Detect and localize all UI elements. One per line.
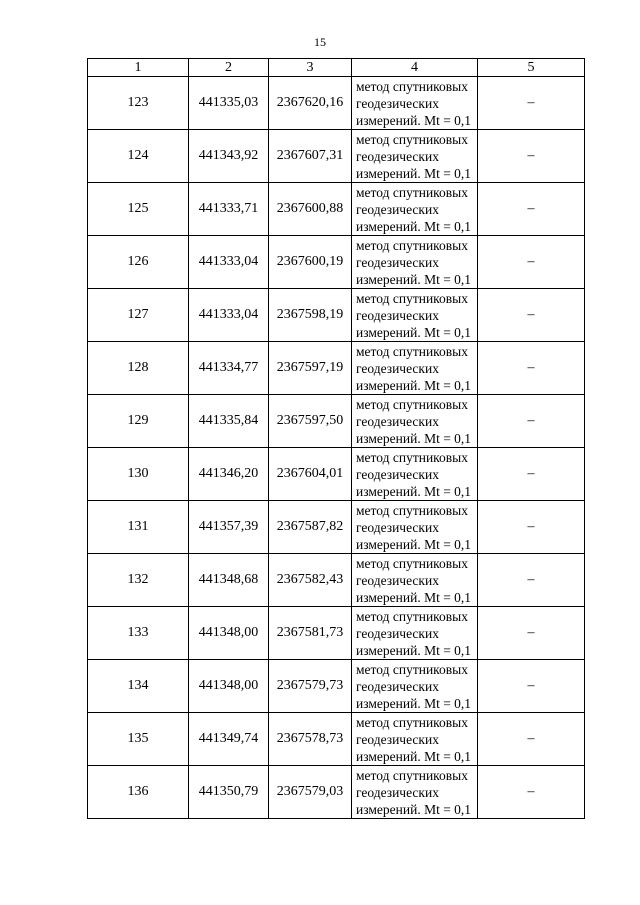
note-cell: –: [478, 183, 585, 236]
x-coordinate-cell: 441333,71: [189, 183, 269, 236]
table-row: [88, 395, 585, 448]
method-cell: [352, 130, 478, 183]
note-cell: –: [478, 130, 585, 183]
method-cell: [352, 766, 478, 819]
point-number-cell: 129: [88, 395, 189, 448]
point-number-cell: 136: [88, 766, 189, 819]
method-cell: [352, 289, 478, 342]
column-header: 3: [269, 59, 352, 77]
x-coordinate-cell: 441357,39: [189, 501, 269, 554]
table-row: [88, 554, 585, 607]
note-cell: –: [478, 448, 585, 501]
method-line: геодезических: [356, 731, 439, 747]
method-line: геодезических: [356, 466, 439, 482]
note-cell: –: [478, 395, 585, 448]
method-line: измерений. Mt = 0,1: [356, 695, 472, 711]
table-row: [88, 236, 585, 289]
point-number-cell: 130: [88, 448, 189, 501]
column-header: 5: [478, 59, 585, 77]
x-coordinate-cell: 441349,74: [189, 713, 269, 766]
point-number-cell: 135: [88, 713, 189, 766]
method-cell: [352, 395, 478, 448]
y-coordinate-cell: 2367604,01: [269, 448, 352, 501]
method-line: измерений. Mt = 0,1: [356, 165, 472, 181]
method-line: измерений. Mt = 0,1: [356, 642, 472, 658]
point-number-cell: 125: [88, 183, 189, 236]
method-line: измерений. Mt = 0,1: [356, 748, 472, 764]
method-line: метод спутниковых: [356, 290, 468, 306]
page-number: 15: [314, 35, 326, 49]
x-coordinate-cell: 441346,20: [189, 448, 269, 501]
method-line: геодезических: [356, 784, 439, 800]
y-coordinate-cell: 2367581,73: [269, 607, 352, 660]
x-coordinate-cell: 441333,04: [189, 289, 269, 342]
x-coordinate-cell: 441348,68: [189, 554, 269, 607]
x-coordinate-cell: 441333,04: [189, 236, 269, 289]
method-cell: [352, 554, 478, 607]
point-number-cell: 123: [88, 77, 189, 130]
column-header: 4: [352, 59, 478, 77]
method-line: метод спутниковых: [356, 396, 468, 412]
method-line: геодезических: [356, 572, 439, 588]
method-line: метод спутниковых: [356, 502, 468, 518]
method-line: геодезических: [356, 360, 439, 376]
table-row: [88, 713, 585, 766]
y-coordinate-cell: 2367597,19: [269, 342, 352, 395]
y-coordinate-cell: 2367582,43: [269, 554, 352, 607]
method-line: измерений. Mt = 0,1: [356, 324, 472, 340]
note-cell: –: [478, 342, 585, 395]
method-line: геодезических: [356, 95, 439, 111]
method-line: метод спутниковых: [356, 714, 468, 730]
method-line: метод спутниковых: [356, 767, 468, 783]
y-coordinate-cell: 2367578,73: [269, 713, 352, 766]
method-line: геодезических: [356, 625, 439, 641]
table-row: [88, 130, 585, 183]
point-number-cell: 126: [88, 236, 189, 289]
method-line: измерений. Mt = 0,1: [356, 536, 472, 552]
method-cell: [352, 342, 478, 395]
method-cell: [352, 77, 478, 130]
method-line: метод спутниковых: [356, 555, 468, 571]
note-cell: –: [478, 77, 585, 130]
method-line: геодезических: [356, 201, 439, 217]
x-coordinate-cell: 441334,77: [189, 342, 269, 395]
y-coordinate-cell: 2367587,82: [269, 501, 352, 554]
column-header: 2: [189, 59, 269, 77]
method-line: измерений. Mt = 0,1: [356, 218, 472, 234]
method-line: геодезических: [356, 307, 439, 323]
note-cell: –: [478, 501, 585, 554]
note-cell: –: [478, 554, 585, 607]
method-line: метод спутниковых: [356, 343, 468, 359]
x-coordinate-cell: 441335,84: [189, 395, 269, 448]
y-coordinate-cell: 2367579,03: [269, 766, 352, 819]
method-line: метод спутниковых: [356, 78, 468, 94]
method-line: измерений. Mt = 0,1: [356, 483, 472, 499]
method-cell: [352, 660, 478, 713]
y-coordinate-cell: 2367600,88: [269, 183, 352, 236]
table-row: [88, 660, 585, 713]
method-cell: [352, 183, 478, 236]
method-line: метод спутниковых: [356, 661, 468, 677]
table-row: [88, 766, 585, 819]
x-coordinate-cell: 441348,00: [189, 607, 269, 660]
method-line: измерений. Mt = 0,1: [356, 377, 472, 393]
method-line: измерений. Mt = 0,1: [356, 801, 472, 817]
method-line: измерений. Mt = 0,1: [356, 430, 472, 446]
method-line: метод спутниковых: [356, 237, 468, 253]
method-cell: [352, 448, 478, 501]
method-line: геодезических: [356, 678, 439, 694]
table-row: [88, 448, 585, 501]
method-line: измерений. Mt = 0,1: [356, 112, 472, 128]
y-coordinate-cell: 2367597,50: [269, 395, 352, 448]
y-coordinate-cell: 2367579,73: [269, 660, 352, 713]
method-line: геодезических: [356, 254, 439, 270]
method-line: метод спутниковых: [356, 449, 468, 465]
note-cell: –: [478, 236, 585, 289]
column-header: 1: [88, 59, 189, 77]
method-line: измерений. Mt = 0,1: [356, 271, 472, 287]
x-coordinate-cell: 441335,03: [189, 77, 269, 130]
table-header-row: [88, 59, 585, 77]
note-cell: –: [478, 660, 585, 713]
method-line: метод спутниковых: [356, 131, 468, 147]
table-row: [88, 289, 585, 342]
point-number-cell: 128: [88, 342, 189, 395]
method-cell: [352, 713, 478, 766]
table-row: [88, 501, 585, 554]
table-row: [88, 77, 585, 130]
method-cell: [352, 607, 478, 660]
y-coordinate-cell: 2367600,19: [269, 236, 352, 289]
note-cell: –: [478, 607, 585, 660]
coordinates-table: [87, 58, 585, 819]
table-row: [88, 342, 585, 395]
table-row: [88, 607, 585, 660]
method-cell: [352, 236, 478, 289]
point-number-cell: 134: [88, 660, 189, 713]
x-coordinate-cell: 441350,79: [189, 766, 269, 819]
x-coordinate-cell: 441343,92: [189, 130, 269, 183]
y-coordinate-cell: 2367620,16: [269, 77, 352, 130]
note-cell: –: [478, 713, 585, 766]
x-coordinate-cell: 441348,00: [189, 660, 269, 713]
method-line: геодезических: [356, 413, 439, 429]
point-number-cell: 131: [88, 501, 189, 554]
point-number-cell: 132: [88, 554, 189, 607]
point-number-cell: 127: [88, 289, 189, 342]
y-coordinate-cell: 2367598,19: [269, 289, 352, 342]
method-line: геодезических: [356, 519, 439, 535]
method-line: метод спутниковых: [356, 184, 468, 200]
table-row: [88, 183, 585, 236]
note-cell: –: [478, 289, 585, 342]
method-line: геодезических: [356, 148, 439, 164]
method-line: измерений. Mt = 0,1: [356, 589, 472, 605]
method-cell: [352, 501, 478, 554]
note-cell: –: [478, 766, 585, 819]
method-line: метод спутниковых: [356, 608, 468, 624]
y-coordinate-cell: 2367607,31: [269, 130, 352, 183]
point-number-cell: 124: [88, 130, 189, 183]
point-number-cell: 133: [88, 607, 189, 660]
